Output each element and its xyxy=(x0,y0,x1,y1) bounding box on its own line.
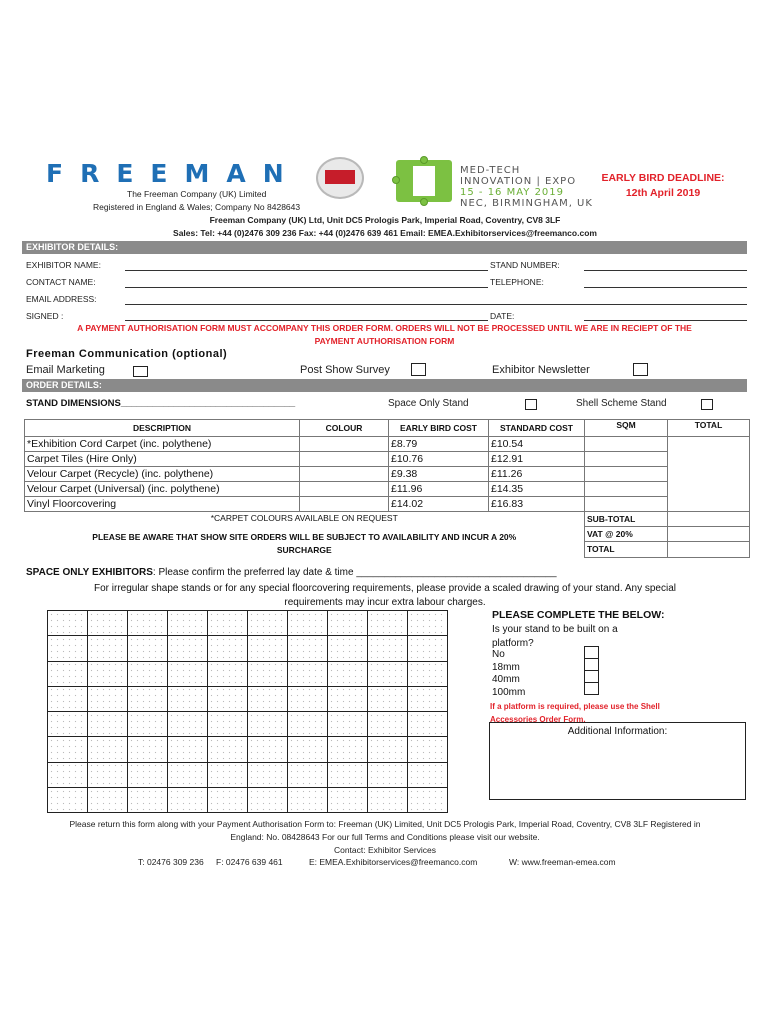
row-description: Velour Carpet (Universal) (inc. polythene) xyxy=(25,482,300,497)
footer-line2: England: No. 08428643 For our full Terms and Conditions please visit our website. xyxy=(230,832,540,842)
sales-contact: Sales: Tel: +44 (0)2476 309 236 Fax: +44 (0)2476 639 461 Email: EMEA.Exhibitorservices@freemanco.com xyxy=(173,228,597,238)
order-details-header: ORDER DETAILS: xyxy=(22,379,747,392)
colour-cell[interactable] xyxy=(300,437,389,452)
colour-cell[interactable] xyxy=(300,497,389,512)
surcharge-note-line2: SURCHARGE xyxy=(276,545,332,555)
platform-option-no: No xyxy=(492,649,505,660)
footer-telephone: T: 02476 309 236 xyxy=(138,857,204,867)
instruction-line2: requirements may incur extra labour charges. xyxy=(284,597,486,608)
col-standard-cost: STANDARD COST xyxy=(489,420,585,437)
vat-value[interactable] xyxy=(668,527,750,542)
exhibitor-details-header: EXHIBITOR DETAILS: xyxy=(22,241,747,254)
award-badge-icon xyxy=(316,157,364,199)
standard-price: £16.83 xyxy=(489,497,585,512)
early-bird-deadline xyxy=(592,171,734,201)
stand-number-label: STAND NUMBER: xyxy=(490,260,560,270)
contact-name-field[interactable] xyxy=(125,287,488,288)
sqm-cell[interactable] xyxy=(585,437,668,452)
footer xyxy=(0,818,770,857)
date-field[interactable] xyxy=(584,320,747,321)
shell-scheme-stand-checkbox[interactable] xyxy=(701,399,713,410)
additional-information-label: Additional Information: xyxy=(567,726,668,737)
footer-email-link[interactable]: E: EMEA.Exhibitorservices@freemanco.com xyxy=(309,857,478,867)
platform-question-line2: platform? xyxy=(492,638,534,649)
early-bird-price: £10.76 xyxy=(389,452,489,467)
total-value[interactable] xyxy=(668,542,750,557)
shell-scheme-stand-label: Shell Scheme Stand xyxy=(576,398,667,409)
surcharge-note xyxy=(27,531,583,557)
payment-warning-line1: A PAYMENT AUTHORISATION FORM MUST ACCOMPANY THIS ORDER FORM. ORDERS WILL NOT BE PROCESSED UNTIL WE ARE IN RECIEPT OF THE xyxy=(77,323,692,333)
platform-options xyxy=(492,649,525,699)
company-registration: Registered in England & Wales; Company No 8428643 xyxy=(93,202,301,212)
platform-option-100mm: 100mm xyxy=(492,686,526,698)
freeman-logo: FREEMAN xyxy=(46,159,301,188)
total-cell[interactable] xyxy=(668,467,750,482)
notes-cell xyxy=(25,512,585,558)
stand-drawing-grid[interactable] xyxy=(47,610,448,813)
exhibitor-newsletter-label: Exhibitor Newsletter xyxy=(492,364,590,376)
row-description: Velour Carpet (Recycle) (inc. polythene) xyxy=(25,467,300,482)
signature-field[interactable] xyxy=(125,320,488,321)
total-cell[interactable] xyxy=(668,452,750,467)
carpet-colours-note: *CARPET COLOURS AVAILABLE ON REQUEST xyxy=(210,513,398,523)
instruction-line1: For irregular shape stands or for any special floorcovering requirements, please provide a scaled drawing of your stand. Any special xyxy=(94,583,676,594)
early-bird-price: £11.96 xyxy=(389,482,489,497)
communication-title: Freeman Communication (optional) xyxy=(26,348,228,360)
standard-price: £14.35 xyxy=(489,482,585,497)
platform-title: PLEASE COMPLETE THE BELOW: xyxy=(492,609,665,621)
total-cell[interactable] xyxy=(668,437,750,452)
table-row xyxy=(25,482,750,497)
footer-fax: F: 02476 639 461 xyxy=(216,857,283,867)
row-description: Vinyl Floorcovering xyxy=(25,497,300,512)
signed-label: SIGNED : xyxy=(26,311,64,321)
exhibitor-name-label: EXHIBITOR NAME: xyxy=(26,260,101,270)
table-row xyxy=(25,437,750,452)
additional-information-box[interactable] xyxy=(489,722,746,800)
row-description: *Exhibition Cord Carpet (inc. polythene) xyxy=(25,437,300,452)
early-bird-price: £9.38 xyxy=(389,467,489,482)
deadline-title: EARLY BIRD DEADLINE: xyxy=(601,172,725,184)
standard-price: £10.54 xyxy=(489,437,585,452)
post-show-survey-checkbox[interactable] xyxy=(411,363,426,376)
table-row xyxy=(25,467,750,482)
company-address: Freeman Company (UK) Ltd, Unit DC5 Prologis Park, Imperial Road, Coventry, CV8 3LF xyxy=(209,215,561,225)
event-info xyxy=(460,165,593,209)
post-show-survey-label: Post Show Survey xyxy=(300,364,390,376)
order-table-header xyxy=(25,420,750,437)
row-description: Carpet Tiles (Hire Only) xyxy=(25,452,300,467)
exhibitor-newsletter-checkbox[interactable] xyxy=(633,363,648,376)
space-only-title: SPACE ONLY EXHIBITORS xyxy=(26,567,153,578)
order-table xyxy=(24,419,750,558)
platform-100mm-checkbox[interactable] xyxy=(584,682,599,695)
sqm-cell[interactable] xyxy=(585,452,668,467)
col-early-bird-cost: EARLY BIRD COST xyxy=(389,420,489,437)
email-address-field[interactable] xyxy=(125,304,747,305)
col-description: DESCRIPTION xyxy=(25,420,300,437)
standard-price: £11.26 xyxy=(489,467,585,482)
early-bird-price: £8.79 xyxy=(389,437,489,452)
subtotal-row xyxy=(25,512,750,527)
stand-number-field[interactable] xyxy=(584,270,747,271)
col-total: TOTAL xyxy=(668,420,750,437)
event-name-line2: INNOVATION | EXPO xyxy=(460,176,577,187)
colour-cell[interactable] xyxy=(300,482,389,497)
sqm-cell[interactable] xyxy=(585,467,668,482)
col-colour: COLOUR xyxy=(300,420,389,437)
payment-warning xyxy=(22,322,747,348)
standard-price: £12.91 xyxy=(489,452,585,467)
total-cell[interactable] xyxy=(668,482,750,497)
table-row xyxy=(25,452,750,467)
footer-line1: Please return this form along with your Payment Authorisation Form to: Freeman (UK) Limited, Unit DC5 Prologis Park, Imperial Road, Coventry, CV8 3LF Registered in xyxy=(69,819,701,829)
date-label: DATE: xyxy=(490,311,515,321)
subtotal-label: SUB-TOTAL xyxy=(585,512,668,527)
platform-option-18mm: 18mm xyxy=(492,661,520,673)
total-label: TOTAL xyxy=(585,542,668,557)
email-address-label: EMAIL ADDRESS: xyxy=(26,294,97,304)
colour-cell[interactable] xyxy=(300,467,389,482)
med-tech-logo-icon xyxy=(396,160,452,202)
telephone-field[interactable] xyxy=(584,287,747,288)
early-bird-price: £14.02 xyxy=(389,497,489,512)
surcharge-note-line1: PLEASE BE AWARE THAT SHOW SITE ORDERS WILL BE SUBJECT TO AVAILABILITY AND INCUR A 20% xyxy=(92,532,517,542)
lay-date-field[interactable]: : Please confirm the preferred lay date & time ____________________________________ xyxy=(152,567,557,578)
email-marketing-checkbox[interactable] xyxy=(133,366,148,377)
platform-note-line2: Accessories Order Form. xyxy=(490,715,586,724)
company-name: The Freeman Company (UK) Limited xyxy=(127,189,267,199)
exhibitor-name-field[interactable] xyxy=(125,270,488,271)
footer-contact: Contact: Exhibitor Services xyxy=(333,845,437,855)
telephone-label: TELEPHONE: xyxy=(490,277,544,287)
footer-website-link[interactable]: W: www.freeman-emea.com xyxy=(509,857,616,867)
space-only-stand-label: Space Only Stand xyxy=(388,398,469,409)
sqm-cell[interactable] xyxy=(585,497,668,512)
payment-warning-line2: PAYMENT AUTHORISATION FORM xyxy=(314,336,455,346)
platform-note-line1: If a platform is required, please use the Shell xyxy=(490,702,660,711)
irregular-stand-instructions xyxy=(0,582,770,610)
contact-name-label: CONTACT NAME: xyxy=(26,277,96,287)
vat-label: VAT @ 20% xyxy=(585,527,668,542)
table-row xyxy=(25,497,750,512)
subtotal-value[interactable] xyxy=(668,512,750,527)
space-only-section xyxy=(26,567,557,578)
platform-option-40mm: 40mm xyxy=(492,674,520,685)
col-sqm: SQM xyxy=(585,420,668,437)
colour-cell[interactable] xyxy=(300,452,389,467)
email-marketing-label: Email Marketing xyxy=(26,364,105,376)
event-venue: NEC, BIRMINGHAM, UK xyxy=(460,198,593,209)
sqm-cell[interactable] xyxy=(585,482,668,497)
event-dates: 15 - 16 MAY 2019 xyxy=(460,187,565,198)
stand-dimensions-field[interactable]: STAND DIMENSIONS_________________________________ xyxy=(26,398,296,409)
space-only-stand-checkbox[interactable] xyxy=(525,399,537,410)
deadline-date: 12th April 2019 xyxy=(625,187,701,199)
total-cell[interactable] xyxy=(668,497,750,512)
event-name-line1: MED-TECH xyxy=(460,165,521,176)
platform-question-line1: Is your stand to be built on a xyxy=(492,624,618,635)
